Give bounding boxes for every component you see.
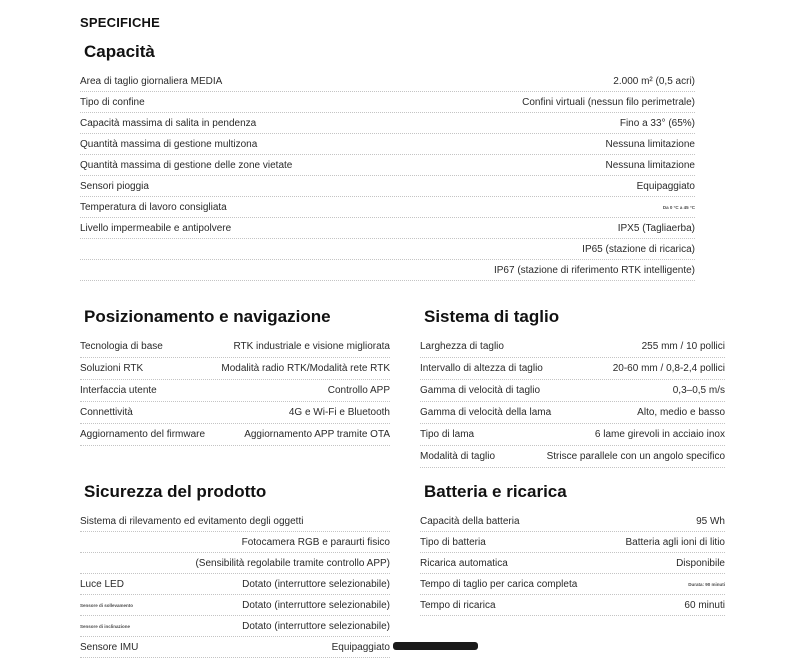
spec-row — [80, 595, 390, 616]
spec-row — [420, 446, 725, 468]
spec-row — [80, 574, 390, 595]
spec-row — [80, 239, 695, 260]
spec-label: Interfaccia utente — [80, 385, 157, 396]
spec-row — [80, 511, 390, 532]
spec-label: Ricarica automatica — [420, 557, 508, 569]
spec-row — [80, 424, 390, 446]
section-sicurezza-prodotto — [80, 482, 390, 658]
spec-label: Area di taglio giornaliera MEDIA — [80, 75, 223, 87]
spec-label: Sensori pioggia — [80, 180, 149, 192]
spec-value: 255 mm / 10 pollici — [641, 341, 725, 352]
spec-value: Controllo APP — [327, 385, 390, 396]
spec-value: Equipaggiato — [331, 641, 390, 653]
spec-label: Gamma di velocità della lama — [420, 407, 552, 418]
spec-row — [420, 336, 725, 358]
spec-value: Fino a 33° (65%) — [619, 117, 695, 129]
spec-value: Durata: 90 minuti — [688, 581, 725, 587]
spec-row — [420, 532, 725, 553]
spec-value: IPX5 (Tagliaerba) — [617, 222, 695, 234]
spec-label: Sensore IMU — [80, 641, 139, 653]
spec-row — [80, 134, 695, 155]
spec-row — [80, 113, 695, 134]
spec-row — [80, 155, 695, 176]
section-title: Sistema di taglio — [424, 307, 560, 326]
spec-row — [420, 511, 725, 532]
spec-value: Aggiornamento APP tramite OTA — [244, 429, 390, 440]
spec-row — [420, 402, 725, 424]
section-posizionamento-navigazione — [80, 307, 390, 468]
spec-label: Intervallo di altezza di taglio — [420, 363, 543, 374]
spec-label: Quantità massima di gestione multizona — [80, 138, 258, 150]
section-capacita — [80, 42, 695, 281]
spec-value: IP65 (stazione di ricarica) — [582, 243, 695, 255]
spec-value: Confini virtuali (nessun filo perimetrale) — [522, 96, 695, 108]
spec-label: Gamma di velocità di taglio — [420, 385, 541, 396]
spec-row — [80, 553, 390, 574]
section-sistema-di-taglio — [420, 307, 725, 468]
spec-value: Batteria agli ioni di litio — [625, 536, 725, 548]
spec-value: 20-60 mm / 0,8-2,4 pollici — [612, 363, 725, 374]
spec-row — [80, 218, 695, 239]
spec-row — [80, 637, 390, 658]
spec-label: Connettività — [80, 407, 133, 418]
spec-label: Tecnologia di base — [80, 341, 163, 352]
spec-label: Tipo di lama — [420, 429, 475, 440]
spec-label: Temperatura di lavoro consigliata — [80, 201, 227, 213]
spec-label: Quantità massima di gestione delle zone vietate — [80, 159, 293, 171]
spec-label: Soluzioni RTK — [80, 363, 144, 374]
section-row-bottom — [80, 482, 725, 658]
spec-label: Capacità massima di salita in pendenza — [80, 117, 257, 129]
spec-value: 4G e Wi-Fi e Bluetooth — [288, 407, 390, 418]
spec-row — [420, 380, 725, 402]
spec-label: Tempo di taglio per carica completa — [420, 578, 578, 590]
spec-value: 0,3–0,5 m/s — [672, 385, 725, 396]
spec-value: Dotato (interruttore selezionabile) — [242, 578, 390, 590]
spec-row — [80, 532, 390, 553]
spec-row — [80, 71, 695, 92]
spec-value: Fotocamera RGB e paraurti fisico — [241, 536, 390, 548]
spec-label: Modalità di taglio — [420, 451, 496, 462]
spec-label: Sensore di inclinazione — [80, 623, 131, 629]
spec-sheet — [0, 15, 800, 658]
spec-label: Livello impermeabile e antipolvere — [80, 222, 232, 234]
spec-row — [80, 92, 695, 113]
spec-value: RTK industriale e visione migliorata — [233, 341, 390, 352]
spec-value: Equipaggiato — [636, 180, 695, 192]
spec-value: Da 0 °C a 45 °C — [662, 204, 695, 210]
spec-value: IP67 (stazione di riferimento RTK intelligente) — [493, 264, 695, 276]
spec-row — [420, 574, 725, 595]
spec-value: 60 minuti — [684, 599, 725, 611]
page-title: SPECIFICHE — [80, 15, 161, 30]
spec-label: Tempo di ricarica — [420, 599, 496, 611]
spec-row — [420, 553, 725, 574]
spec-row — [80, 380, 390, 402]
bottom-partial-element — [393, 642, 478, 650]
spec-row — [80, 616, 390, 637]
spec-label: Sistema di rilevamento ed evitamento degli oggetti — [80, 515, 304, 527]
spec-label: Tipo di confine — [80, 96, 145, 108]
spec-value: Dotato (interruttore selezionabile) — [242, 599, 390, 611]
spec-value: (Sensibilità regolabile tramite controllo APP) — [195, 557, 390, 569]
spec-value: Disponibile — [676, 557, 725, 569]
spec-row — [80, 402, 390, 424]
spec-value: Dotato (interruttore selezionabile) — [242, 620, 390, 632]
spec-value: 95 Wh — [696, 515, 725, 527]
spec-label: Aggiornamento del firmware — [80, 429, 206, 440]
section-title: Capacità — [84, 42, 155, 61]
spec-row — [80, 197, 695, 218]
spec-value: Nessuna limitazione — [605, 159, 695, 171]
spec-row — [80, 260, 695, 281]
spec-value: Nessuna limitazione — [605, 138, 695, 150]
spec-label: Capacità della batteria — [420, 515, 520, 527]
spec-label: Sensore di sollevamento — [80, 602, 134, 608]
spec-row — [80, 176, 695, 197]
spec-row — [80, 358, 390, 380]
spec-label: Larghezza di taglio — [420, 341, 504, 352]
spec-label: Tipo di batteria — [420, 536, 486, 548]
spec-row — [80, 336, 390, 358]
section-title: Posizionamento e navigazione — [84, 307, 331, 326]
section-title: Sicurezza del prodotto — [84, 482, 267, 501]
spec-value: Strisce parallele con un angolo specifico — [546, 451, 725, 462]
spec-value: Modalità radio RTK/Modalità rete RTK — [221, 363, 390, 374]
spec-value: 6 lame girevoli in acciaio inox — [594, 429, 725, 440]
section-batteria-ricarica — [420, 482, 725, 658]
spec-label: Luce LED — [80, 578, 124, 590]
spec-row — [420, 424, 725, 446]
spec-value: 2.000 m² (0,5 acri) — [613, 75, 695, 87]
section-row-middle — [80, 307, 725, 468]
spec-row — [420, 358, 725, 380]
spec-value: Alto, medio e basso — [637, 407, 725, 418]
spec-row — [420, 595, 725, 616]
section-title: Batteria e ricarica — [424, 482, 567, 501]
